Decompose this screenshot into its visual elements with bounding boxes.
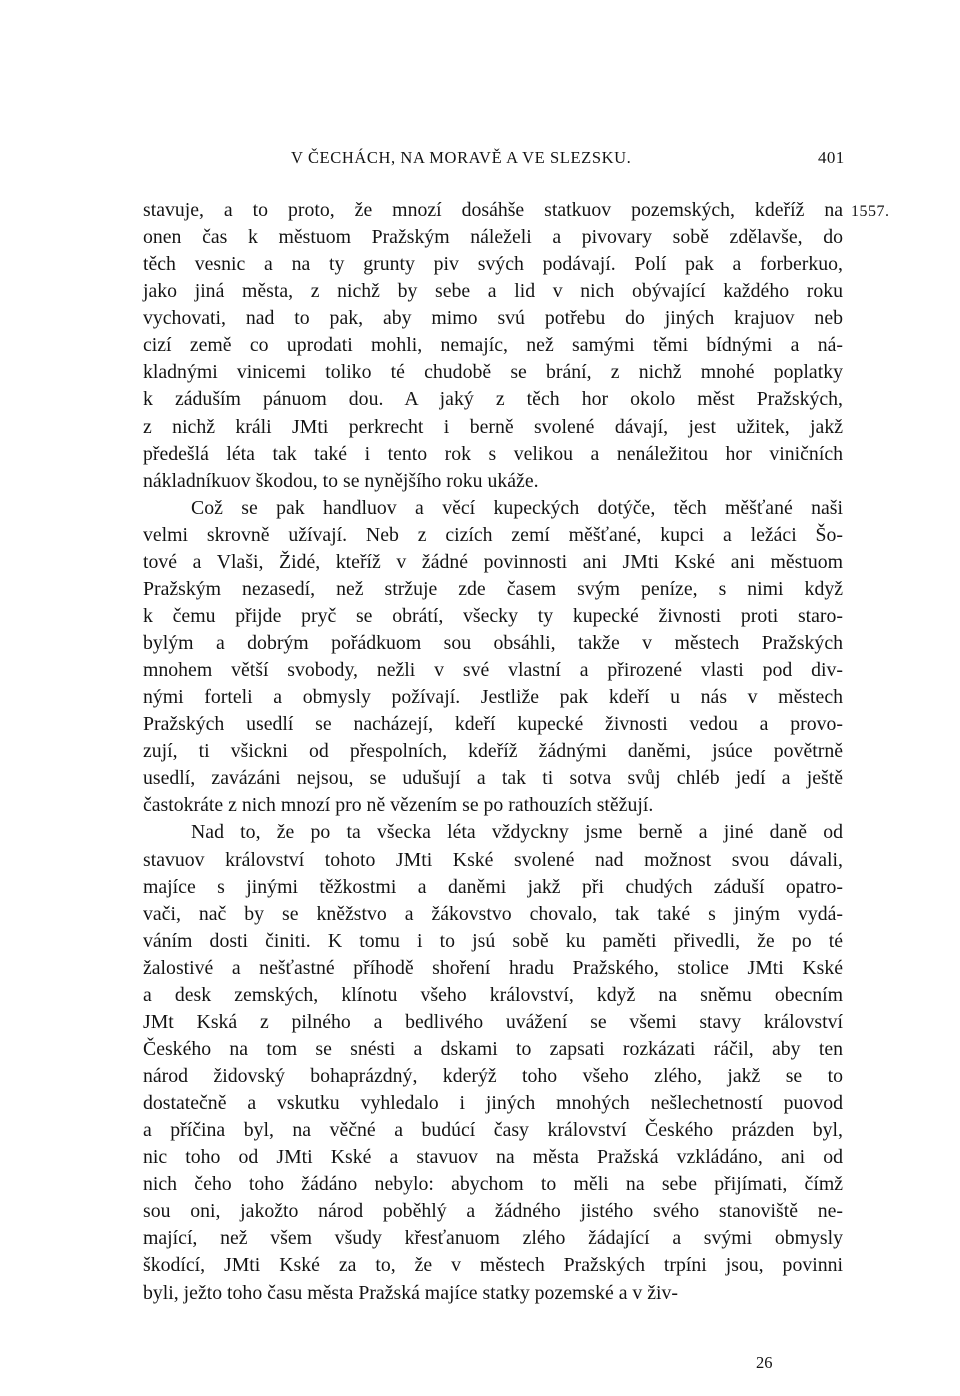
text-line: JMt Kská z pilného a bedlivého uvážení se všemi stavy království [143,1010,843,1033]
body-text [143,197,843,1307]
text-line: mnohem větší svobody, nežli v své vlastní a přirozené vlasti pod div- [143,659,843,682]
text-line: vači, nač by se kněžstvo a žákovstvo chovalo, tak také s jiným vydá- [143,902,843,925]
paragraph [143,495,843,820]
text-line: nic toho od JMti Kské a stavuov na města Pražská vzkládáno, ani od [143,1146,843,1169]
text-line: častokráte z nich mnozí pro ně vězením se po rathouzích stěžují. [143,794,654,817]
text-line: a příčina byl, na věčné a budúcí časy království Českého prázden byl, [143,1119,843,1142]
text-line: Což se pak handluov a věcí kupeckých dotýče, těch měšťané naši [191,496,843,519]
paragraph [143,197,843,495]
text-line: sou oni, jakožto národ poběhlý a žádného jistého svého stanoviště ne- [143,1200,843,1223]
text-line: byli, ježto toho času města Pražská majíce statky pozemské a v živ- [143,1281,679,1304]
text-line: nými forteli a obmysly požívají. Jestliže pak kdeří u nás v městech [143,686,843,709]
text-line: dostatečně a vskutku vyhledalo i jiných mnohých nešlechetností puovod [143,1092,843,1115]
running-header [0,148,960,172]
text-line: těch vesnic a na ty grunty piv svých podávají. Polí pak a forberkuo, [143,253,843,276]
text-line: mající, než všem všudy křesťanuom zlého žádající a svými obmysly [143,1227,843,1250]
text-line: Pražských usedlí se nacházejí, kdeří kupecké živnosti vedou a provo- [143,713,843,736]
text-line: škodící, JMti Kské za to, že v městech Pražských trpíni jsou, povinni [143,1254,843,1277]
page-number: 401 [818,148,845,167]
text-line: bylým a dobrým pořádkuom sou obsáhli, takže v městech Pražských [143,632,843,654]
text-line: z nichž králi JMti perkrecht i berně svolené dávají, jest užitek, jakž [143,415,843,438]
text-line: předešlá léta tak také i tento rok s velikou a nenáležitou hor viničních [143,442,843,465]
paragraph [143,819,843,1306]
text-line: velmi skrovně užívají. Neb z cizích zemí měšťané, kupci a ležáci Šo- [143,523,843,546]
text-line: žalostivé a nešťastné příhodě shoření hradu Pražského, stolice JMti Kské [143,956,843,979]
text-line: tové a Vlaši, Židé, kteříž v žádné povinnosti ani JMti Kské ani městuom [143,550,843,573]
text-line: zují, ti všickni od přespolních, kdeříž žádnými daněmi, jsúce povětrně [143,740,843,763]
text-line: stavuje, a to proto, že mnozí dosáhše statkuov pozemských, kdeříž na [143,199,843,221]
text-line: a desk zemských, klínotu všeho království, když na sněmu obecním [143,983,843,1006]
text-line: stavuov království tohoto JMti Kské svolené nad možnost svou dávali, [143,848,843,871]
margin-year-note: 1557. [851,203,890,220]
text-line: kladnými vinicemi toliko té chudobě se brání, z nichž mnohé poplatky [143,361,843,384]
text-line: cizí země co uprodati mohli, nemajíc, než samými těmi bídnými a ná- [143,334,843,357]
text-line: nich čeho toho žádáno nebylo: abychom to měli na sebe přijímati, čímž [143,1173,843,1196]
text-line: Nad to, že po ta všecka léta vždyckny jsme berně a jiné daně od [191,821,843,844]
text-line: vychovati, nad to pak, aby mimo svú potřebu do jiných krajuov neb [143,307,843,330]
text-line: Českého na tom se snésti a dskami to zapsati rozkázati ráčil, aby ten [143,1037,843,1060]
text-line: národ židovský bohaprázdný, kderýž toho všeho zlého, jakž se to [143,1065,843,1087]
text-line: k záduším pánuom dou. A jaký z těch hor okolo měst Pražských, [143,388,843,411]
text-line: jako jiná města, z nichž by sebe a lid v nich obývající každého roku [143,280,843,303]
text-line: k čemu přijde pryč se obrátí, všecky ty kupecké živnosti proti staro- [143,604,843,627]
text-line: majíce s jinými těžkostmi a daněmi jakž při chudých záduší opatro- [143,875,843,898]
running-title: V ČECHÁCH, NA MORAVĚ A VE SLEZSKU. [291,148,632,167]
text-line: usedlí, zavázáni nejsou, se udušují a tak ti sotva svůj chléb jedí a ještě [143,767,843,790]
text-line: onen čas k městuom Pražským náleželi a pivovary sobě zdělavše, do [143,226,843,249]
text-line: váním dosti činiti. K tomu i to jsú sobě ku paměti přivedli, že po té [143,929,843,952]
text-line: nákladníkuov škodou, to se nynějšího roku ukáže. [143,469,539,492]
text-line: Pražským nezasedí, než stržuje zde časem svým peníze, s nimi když [143,577,843,600]
printer-signature-mark: 26 [756,1353,773,1372]
